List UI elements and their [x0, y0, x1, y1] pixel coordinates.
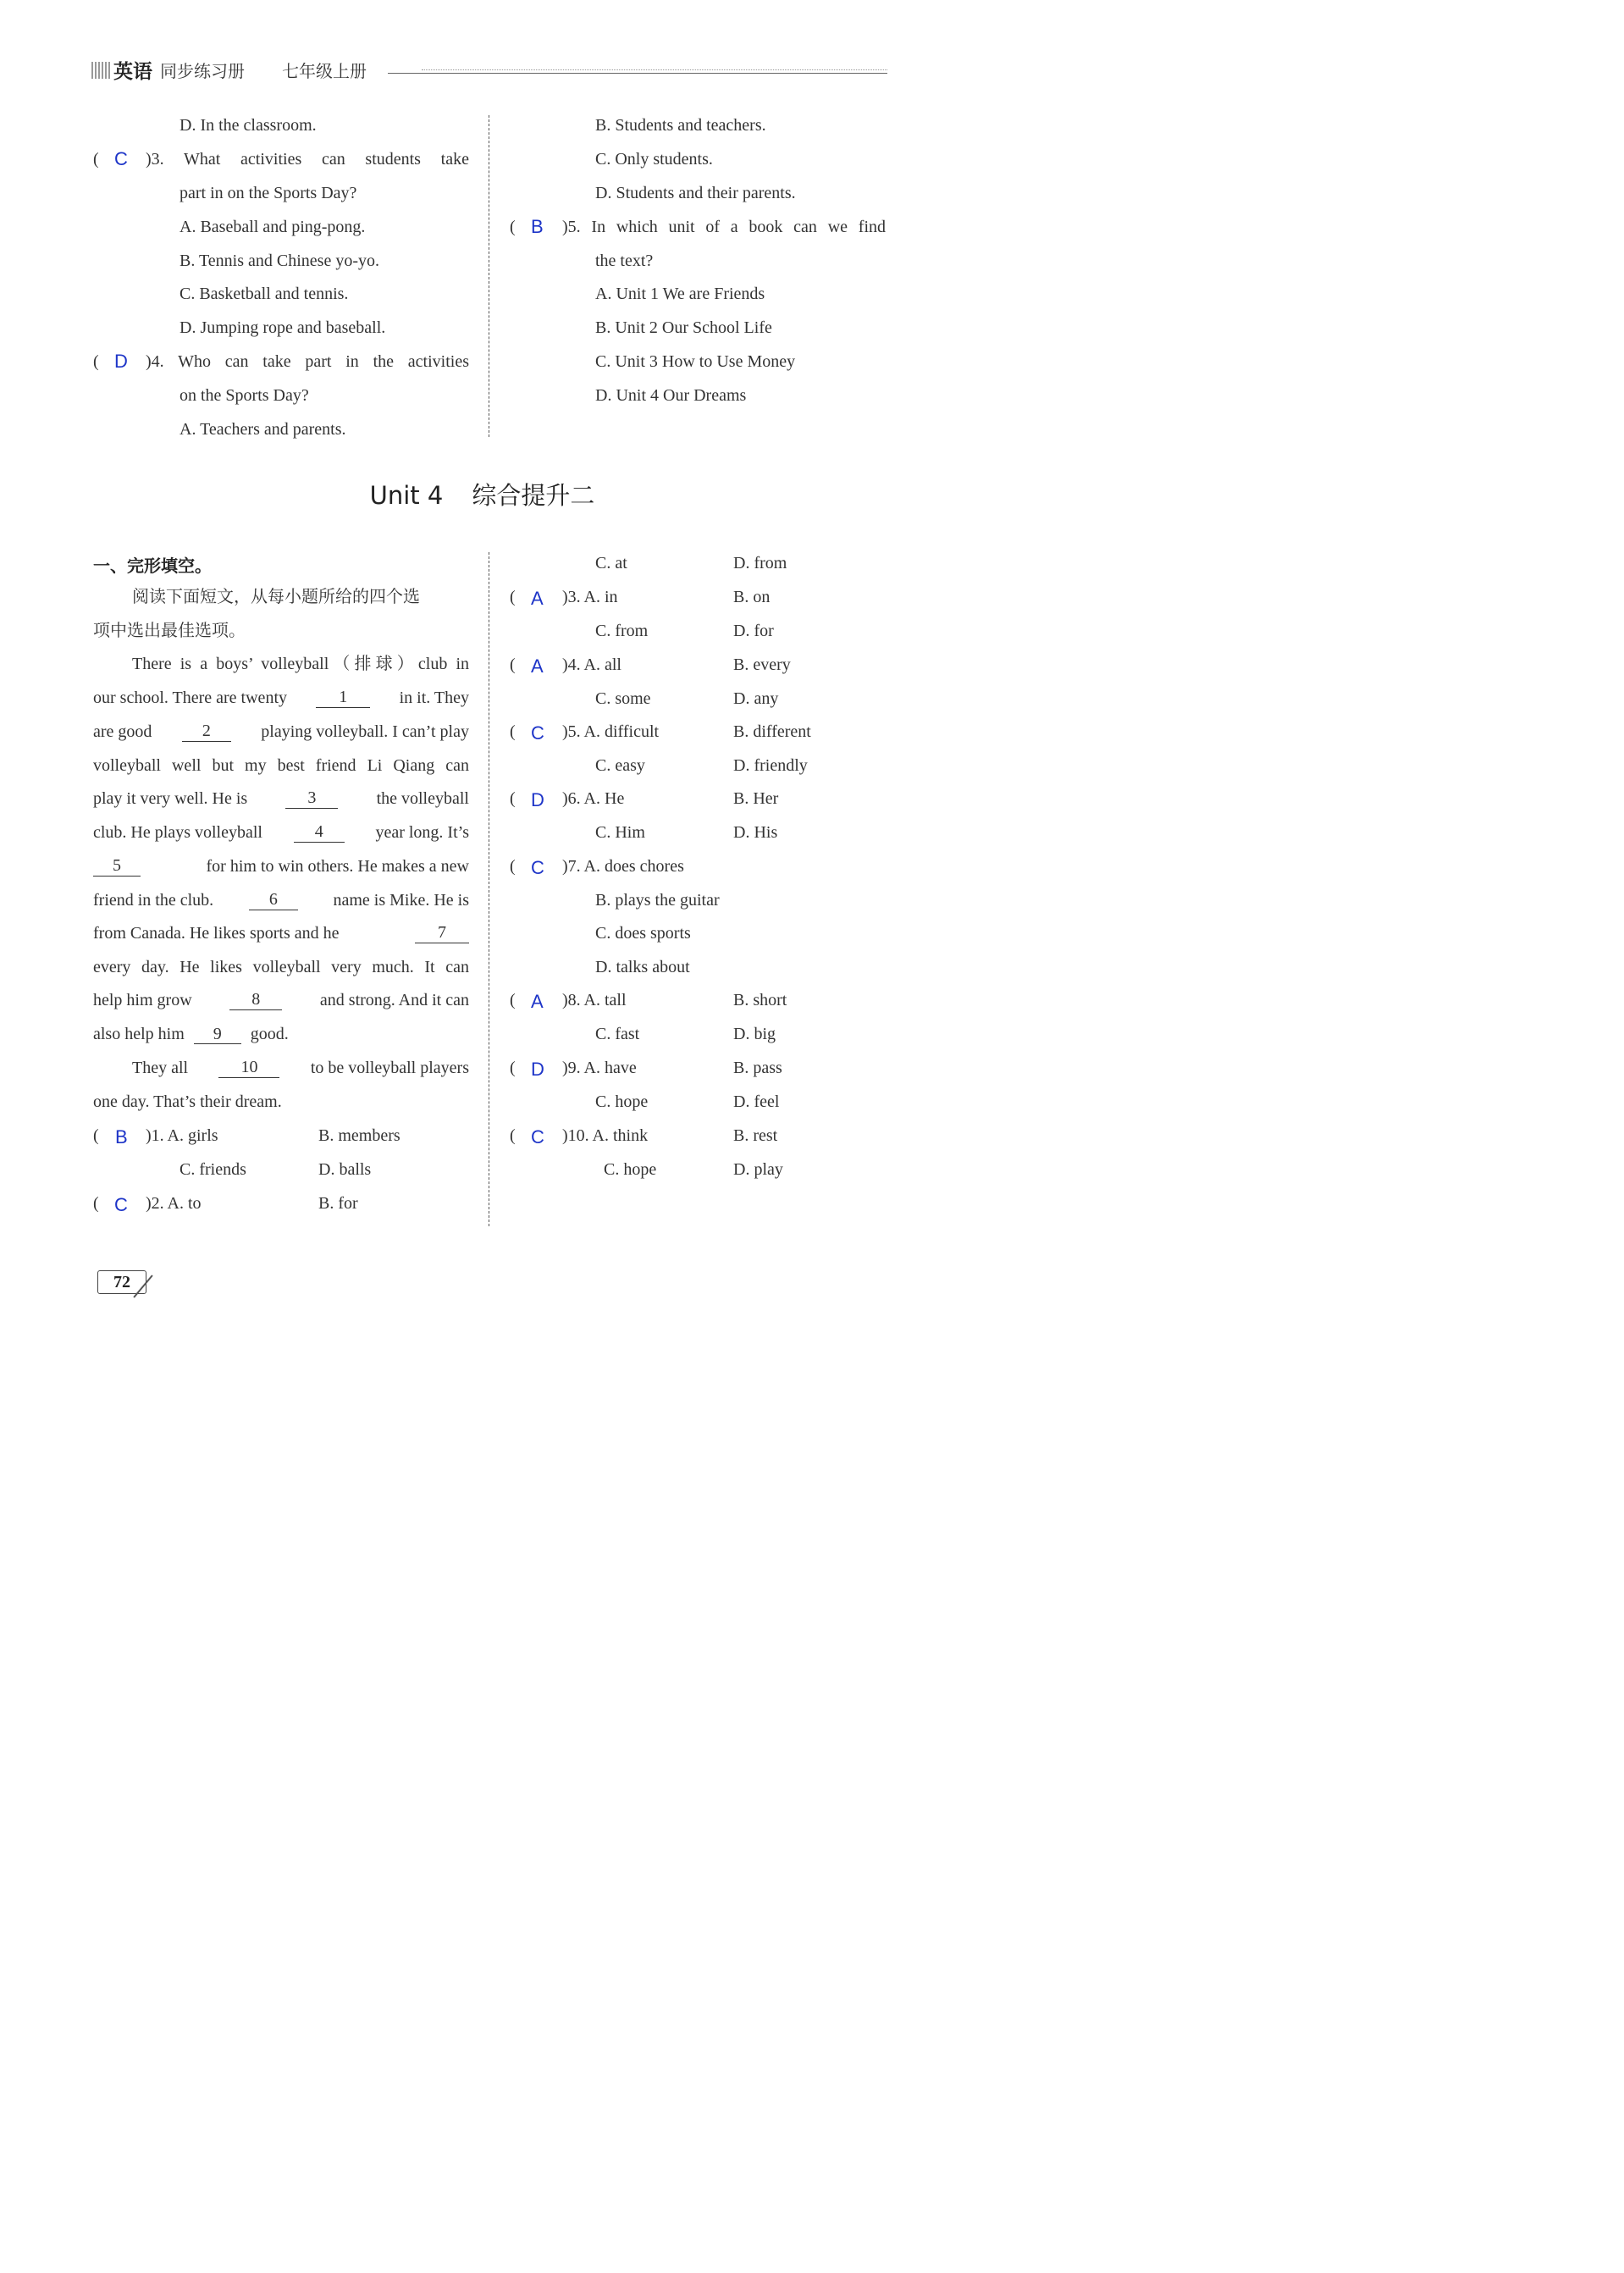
cloze-option-b: B. for [318, 1194, 358, 1213]
cloze-option-d: D. any [733, 689, 779, 708]
passage-line: 5 for him to win others. He makes a new [93, 856, 469, 877]
option-text: A. Teachers and parents. [180, 420, 346, 439]
passage-line: every day. He likes volleyball very much. It can [93, 958, 469, 976]
header-rule-dotted [422, 69, 887, 70]
blank-9: 9 [194, 1025, 241, 1044]
paren-open: ( [510, 857, 516, 876]
answer-mark: A [531, 588, 544, 609]
blank-10: 10 [218, 1058, 279, 1078]
paren-open: ( [510, 789, 516, 808]
page-number: 72 [97, 1270, 146, 1294]
option-text: B. Unit 2 Our School Life [595, 318, 772, 337]
blank-4: 4 [294, 822, 345, 843]
answer-mark: B [531, 216, 544, 237]
passage-line: volleyball well but my best friend Li Qiang can [93, 756, 469, 775]
answer-mark: A [531, 655, 544, 677]
cloze-option-a: )2. A. to [146, 1194, 202, 1213]
blank-2: 2 [182, 722, 231, 742]
passage-line: club. He plays volleyball 4 year long. It’s [93, 822, 469, 842]
cloze-option-c: C. hope [595, 1092, 649, 1111]
option-text: D. Students and their parents. [595, 184, 796, 202]
question-stem-cont: part in on the Sports Day? [180, 184, 357, 202]
paren-open: ( [93, 1126, 99, 1145]
blank-8: 8 [229, 990, 282, 1010]
cloze-option-d: D. big [733, 1025, 776, 1043]
page-header [91, 54, 887, 85]
option-text: C. Unit 3 How to Use Money [595, 352, 796, 371]
answer-mark: D [114, 351, 128, 372]
unit-name: 综合提升二 [472, 481, 595, 510]
unit-number: Unit 4 [369, 481, 444, 510]
question-stem: )5. In which unit of a book can we find [562, 218, 886, 236]
answer-mark: C [114, 1194, 128, 1215]
blank-1: 1 [316, 688, 370, 708]
passage-line: one day. That’s their dream. [93, 1092, 282, 1111]
cloze-option-d: D. from [733, 554, 787, 572]
blank-7: 7 [415, 923, 469, 943]
workbook-page [0, 0, 964, 1323]
cloze-option-a: )10. A. think [562, 1126, 649, 1145]
cloze-option-d: D. for [733, 622, 774, 640]
cloze-option-a: )8. A. tall [562, 991, 627, 1009]
passage-line: help him grow 8 and strong. And it can [93, 990, 469, 1009]
cloze-option-c: C. Him [595, 823, 645, 842]
question-stem: )3. What activities can students take [146, 150, 469, 169]
option-text: D. In the classroom. [180, 116, 317, 135]
unit-title [0, 477, 964, 512]
cloze-option-b: B. members [318, 1126, 400, 1145]
cloze-option-b: B. plays the guitar [595, 891, 720, 910]
cloze-option-a: )6. A. He [562, 789, 625, 808]
cloze-option-a: )5. A. difficult [562, 722, 660, 741]
question-stem-cont: the text? [595, 252, 654, 270]
option-text: D. Unit 4 Our Dreams [595, 386, 747, 405]
cloze-option-a: )1. A. girls [146, 1126, 218, 1145]
paren-open: ( [93, 150, 99, 169]
cloze-option-a: )3. A. in [562, 588, 618, 606]
paren-open: ( [510, 1059, 516, 1077]
cloze-option-b: B. pass [733, 1059, 782, 1077]
cloze-option-d: D. feel [733, 1092, 780, 1111]
answer-mark: C [531, 722, 544, 744]
header-mark-icon [91, 62, 110, 79]
cloze-option-a: )4. A. all [562, 655, 621, 674]
option-text: C. Only students. [595, 150, 713, 169]
paren-open: ( [510, 588, 516, 606]
passage-line: play it very well. He is 3 the volleyball [93, 788, 469, 808]
cloze-option-d: D. His [733, 823, 778, 842]
instruction-line: 项中选出最佳选项。 [93, 620, 246, 640]
cloze-option-c: C. some [595, 689, 651, 708]
cloze-option-d: D. friendly [733, 756, 808, 775]
cloze-option-d: D. play [733, 1160, 783, 1179]
blank-3: 3 [285, 788, 338, 809]
cloze-option-c: C. easy [595, 756, 645, 775]
answer-mark: C [531, 1126, 544, 1148]
cloze-option-c: C. friends [180, 1160, 246, 1179]
option-text: C. Basketball and tennis. [180, 285, 349, 303]
option-text: A. Baseball and ping-pong. [180, 218, 366, 236]
instruction-line: 阅读下面短文，从每小题所给的四个选 [132, 586, 420, 606]
answer-mark: D [531, 789, 544, 810]
cloze-option-c: C. hope [604, 1160, 657, 1179]
cloze-option-b: B. on [733, 588, 771, 606]
cloze-option-a: )9. A. have [562, 1059, 637, 1077]
cloze-option-c: C. does sports [595, 924, 691, 943]
header-book: 同步练习册 [160, 61, 245, 81]
header-rule [388, 73, 887, 74]
cloze-option-c: C. from [595, 622, 649, 640]
cloze-option-d: D. balls [318, 1160, 372, 1179]
header-subject: 英语 [113, 61, 152, 83]
cloze-option-b: B. different [733, 722, 811, 741]
paren-open: ( [93, 1194, 99, 1213]
passage-line: from Canada. He likes sports and he 7 [93, 923, 469, 943]
passage-line: friend in the club. 6 name is Mike. He is [93, 890, 469, 910]
section-heading: 一、完形填空。 [93, 556, 212, 576]
paren-open: ( [510, 722, 516, 741]
blank-6: 6 [249, 890, 298, 910]
header-grade: 七年级上册 [282, 61, 367, 81]
answer-mark: C [531, 857, 544, 878]
cloze-option-d: D. talks about [595, 958, 690, 976]
cloze-option-b: B. every [733, 655, 791, 674]
blank-5: 5 [93, 856, 141, 877]
passage-line: are good 2 playing volleyball. I can’t play [93, 722, 469, 741]
cloze-option-c: C. at [595, 554, 627, 572]
paren-open: ( [510, 218, 516, 236]
option-text: A. Unit 1 We are Friends [595, 285, 765, 303]
answer-mark: A [531, 991, 544, 1012]
cloze-option-b: B. rest [733, 1126, 778, 1145]
passage-line: They all 10 to be volleyball players [132, 1058, 469, 1077]
cloze-option-c: C. fast [595, 1025, 640, 1043]
question-stem-cont: on the Sports Day? [180, 386, 309, 405]
passage-line: There is a boys’ volleyball（排球）club in [132, 655, 469, 673]
paren-open: ( [93, 352, 99, 371]
option-text: D. Jumping rope and baseball. [180, 318, 386, 337]
passage-line: our school. There are twenty 1 in it. They [93, 688, 469, 707]
answer-mark: B [115, 1126, 128, 1148]
question-stem: )4. Who can take part in the activities [146, 352, 469, 371]
cloze-option-a: )7. A. does chores [562, 857, 684, 876]
cloze-option-b: B. Her [733, 789, 779, 808]
passage-line: also help him 9 good. [93, 1025, 289, 1043]
paren-open: ( [510, 991, 516, 1009]
answer-mark: D [531, 1059, 544, 1080]
paren-open: ( [510, 1126, 516, 1145]
option-text: B. Tennis and Chinese yo-yo. [180, 252, 379, 270]
cloze-option-b: B. short [733, 991, 787, 1009]
answer-mark: C [114, 148, 128, 169]
option-text: B. Students and teachers. [595, 116, 766, 135]
paren-open: ( [510, 655, 516, 674]
